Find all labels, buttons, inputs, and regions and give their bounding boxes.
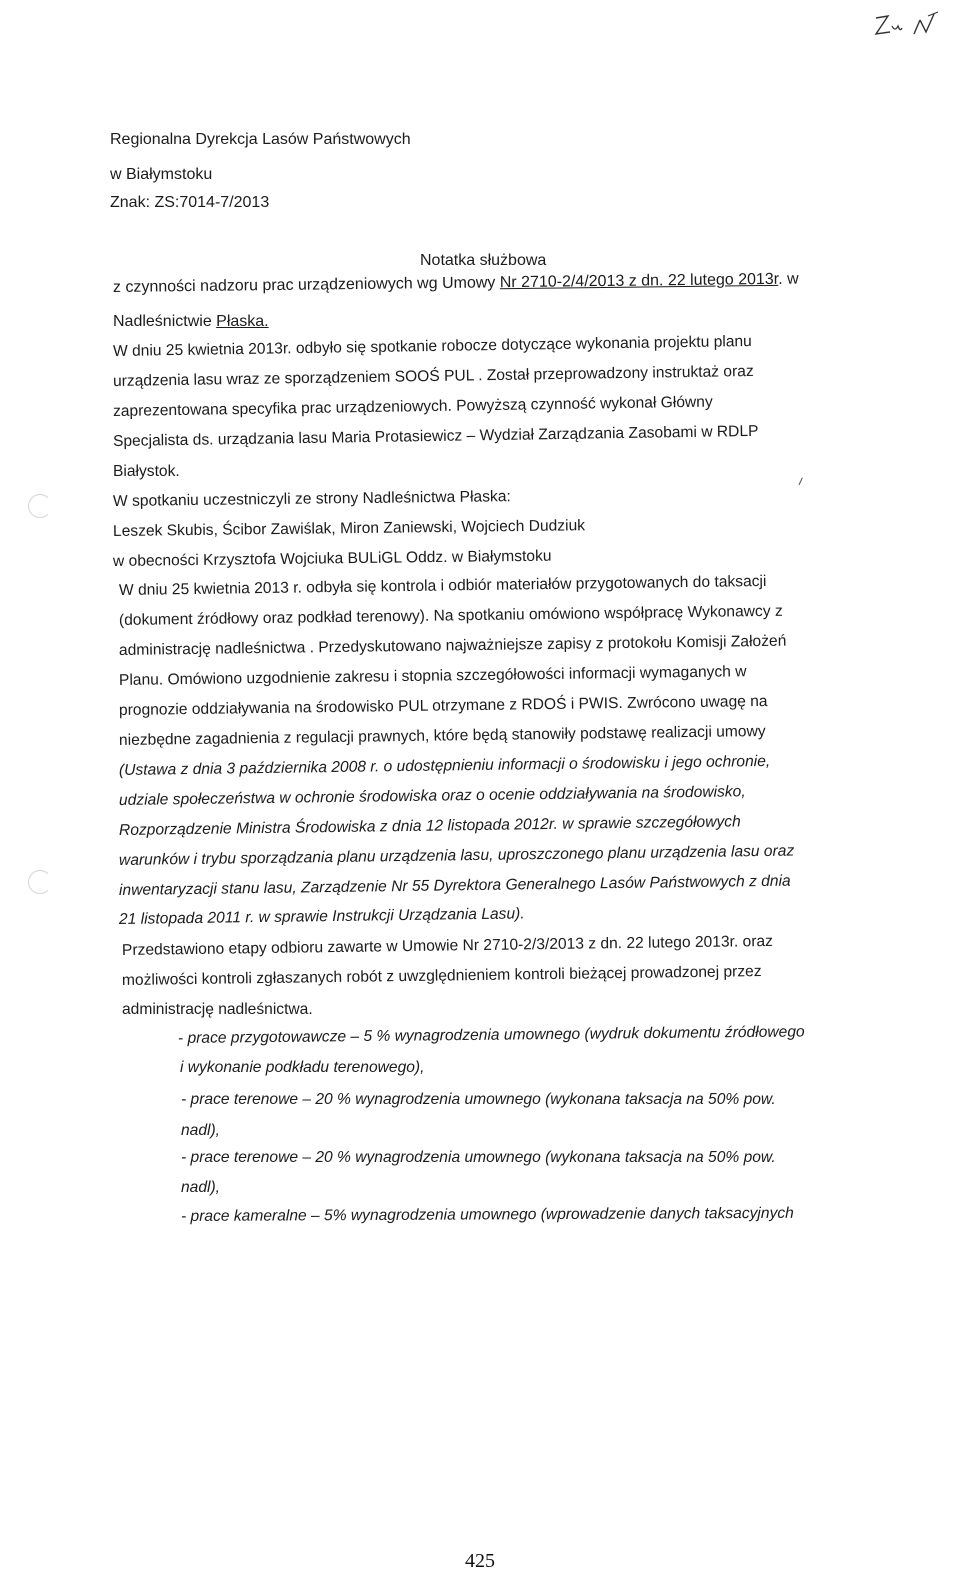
- pen-mark: [798, 478, 805, 487]
- stage-item: - prace terenowe – 20 % wynagrodzenia umownego (wykonana taksacja na 50% pow.: [181, 1149, 776, 1166]
- legal-reference-line: 21 listopada 2011 r. w sprawie Instrukcji Urządzania Lasu).: [118, 905, 525, 928]
- stage-item: - prace przygotowawcze – 5 % wynagrodzenia umownego (wydruk dokumentu źródłowego: [177, 1023, 805, 1047]
- meeting-text-line: W dniu 25 kwietnia 2013r. odbyło się spotkanie robocze dotyczące wykonania projektu planu: [112, 332, 752, 360]
- page-number: 425: [465, 1550, 495, 1572]
- intro-text: Nadleśnictwie: [113, 313, 217, 330]
- stage-item: - prace terenowe – 20 % wynagrodzenia umownego (wykonana taksacja na 50% pow.: [181, 1091, 776, 1108]
- document-title: Notatka służbowa: [420, 252, 547, 269]
- punch-hole-mark: [28, 870, 52, 894]
- stage-item-continuation: nadl),: [181, 1122, 221, 1139]
- intro-line1: [113, 270, 799, 298]
- stage-item-continuation: nadl),: [181, 1179, 221, 1196]
- stages-intro-line: Przedstawiono etapy odbioru zawarte w Umowie Nr 2710-2/3/2013 z dn. 22 lutego 2013r. oraz: [121, 932, 774, 959]
- meeting-text-line: urządzenia lasu wraz ze sporządzeniem SOOŚ PUL . Został przeprowadzony instruktaż oraz: [112, 362, 754, 390]
- stages-intro-line: administrację nadleśnictwa.: [122, 1001, 313, 1018]
- participants-line: Leszek Skubis, Ścibor Zawiślak, Miron Zaniewski, Wojciech Dudziuk: [112, 517, 586, 540]
- legal-reference-line: Rozporządzenie Ministra Środowiska z dnia 12 listopada 2012r. w sprawie szczegółowych: [118, 813, 741, 839]
- control-text-line: administrację nadleśnictwa . Przedyskutowano najważniejsze zapisy z protokołu Komisji Założeń: [118, 632, 787, 659]
- stages-intro-line: możliwości kontroli zgłaszanych robót z uwzględnieniem kontroli bieżącej prowadzonej przez: [121, 963, 762, 989]
- org-name-line2: w Białymstoku: [110, 166, 213, 183]
- control-text-line: Planu. Omówiono uzgodnienie zakresu i stopnia szczegółowości informacji wymaganych w: [118, 663, 747, 689]
- handwritten-annotation: [868, 4, 948, 44]
- meeting-text-line: zaprezentowana specyfika prac urządzeniowych. Powyższą czynność wykonał Główny: [112, 393, 713, 420]
- meeting-text-line: Białystok.: [113, 463, 180, 480]
- intro-text: z czynności nadzoru prac urządzeniowych wg Umowy: [112, 274, 500, 296]
- meeting-text-line: Specjalista ds. urządzania lasu Maria Protasiewicz – Wydział Zarządzania Zasobami w RDLP: [112, 422, 759, 450]
- participants-line: W spotkaniu uczestniczyli ze strony Nadleśnictwa Płaska:: [112, 488, 511, 510]
- legal-reference-line: inwentaryzacji stanu lasu, Zarządzenie Nr 55 Dyrektora Generalnego Lasów Państwowych z dnia: [118, 872, 791, 899]
- reference-number: Znak: ZS:7014-7/2013: [110, 194, 270, 211]
- legal-reference-line: (Ustawa z dnia 3 października 2008 r. o udostępnieniu informacji o środowisku i jego ochronie,: [118, 752, 771, 779]
- control-text-line: (dokument źródłowy oraz podkład terenowy). Na spotkaniu omówiono współpracę Wykonawcy z: [118, 602, 783, 629]
- punch-hole-mark: [28, 494, 52, 518]
- control-text-line: prognozie oddziaływania na środowisko PUL otrzymane z RDOŚ i PWIS. Zwrócono uwagę na: [118, 692, 768, 719]
- intro-text-end: . w: [778, 270, 799, 288]
- legal-reference-line: warunków i trybu sporządzania planu urządzenia lasu, uproszczonego planu urządzenia lasu oraz: [118, 842, 795, 869]
- forest-district-name: Płaska.: [216, 313, 269, 330]
- control-text-line: W dniu 25 kwietnia 2013 r. odbyła się kontrola i odbiór materiałów przygotowanych do taksacji: [118, 572, 767, 599]
- stage-item-continuation: i wykonanie podkładu terenowego),: [180, 1059, 425, 1076]
- legal-reference-line: udziale społeczeństwa w ochronie środowiska oraz o ocenie oddziaływania na środowisko,: [118, 783, 746, 809]
- control-text-line: niezbędne zagadnienia z regulacji prawnych, które będą stanowiły podstawę realizacji umowy: [118, 722, 766, 749]
- org-name-line1: Regionalna Dyrekcja Lasów Państwowych: [110, 131, 411, 148]
- contract-reference: Nr 2710-2/4/2013 z dn. 22 lutego 2013r: [499, 270, 779, 292]
- stage-item: - prace kameralne – 5% wynagrodzenia umownego (wprowadzenie danych taksacyjnych: [180, 1204, 794, 1225]
- participants-line: w obecności Krzysztofa Wojciuka BULiGL Oddz. w Białymstoku: [112, 547, 552, 570]
- intro-line2: [113, 312, 269, 332]
